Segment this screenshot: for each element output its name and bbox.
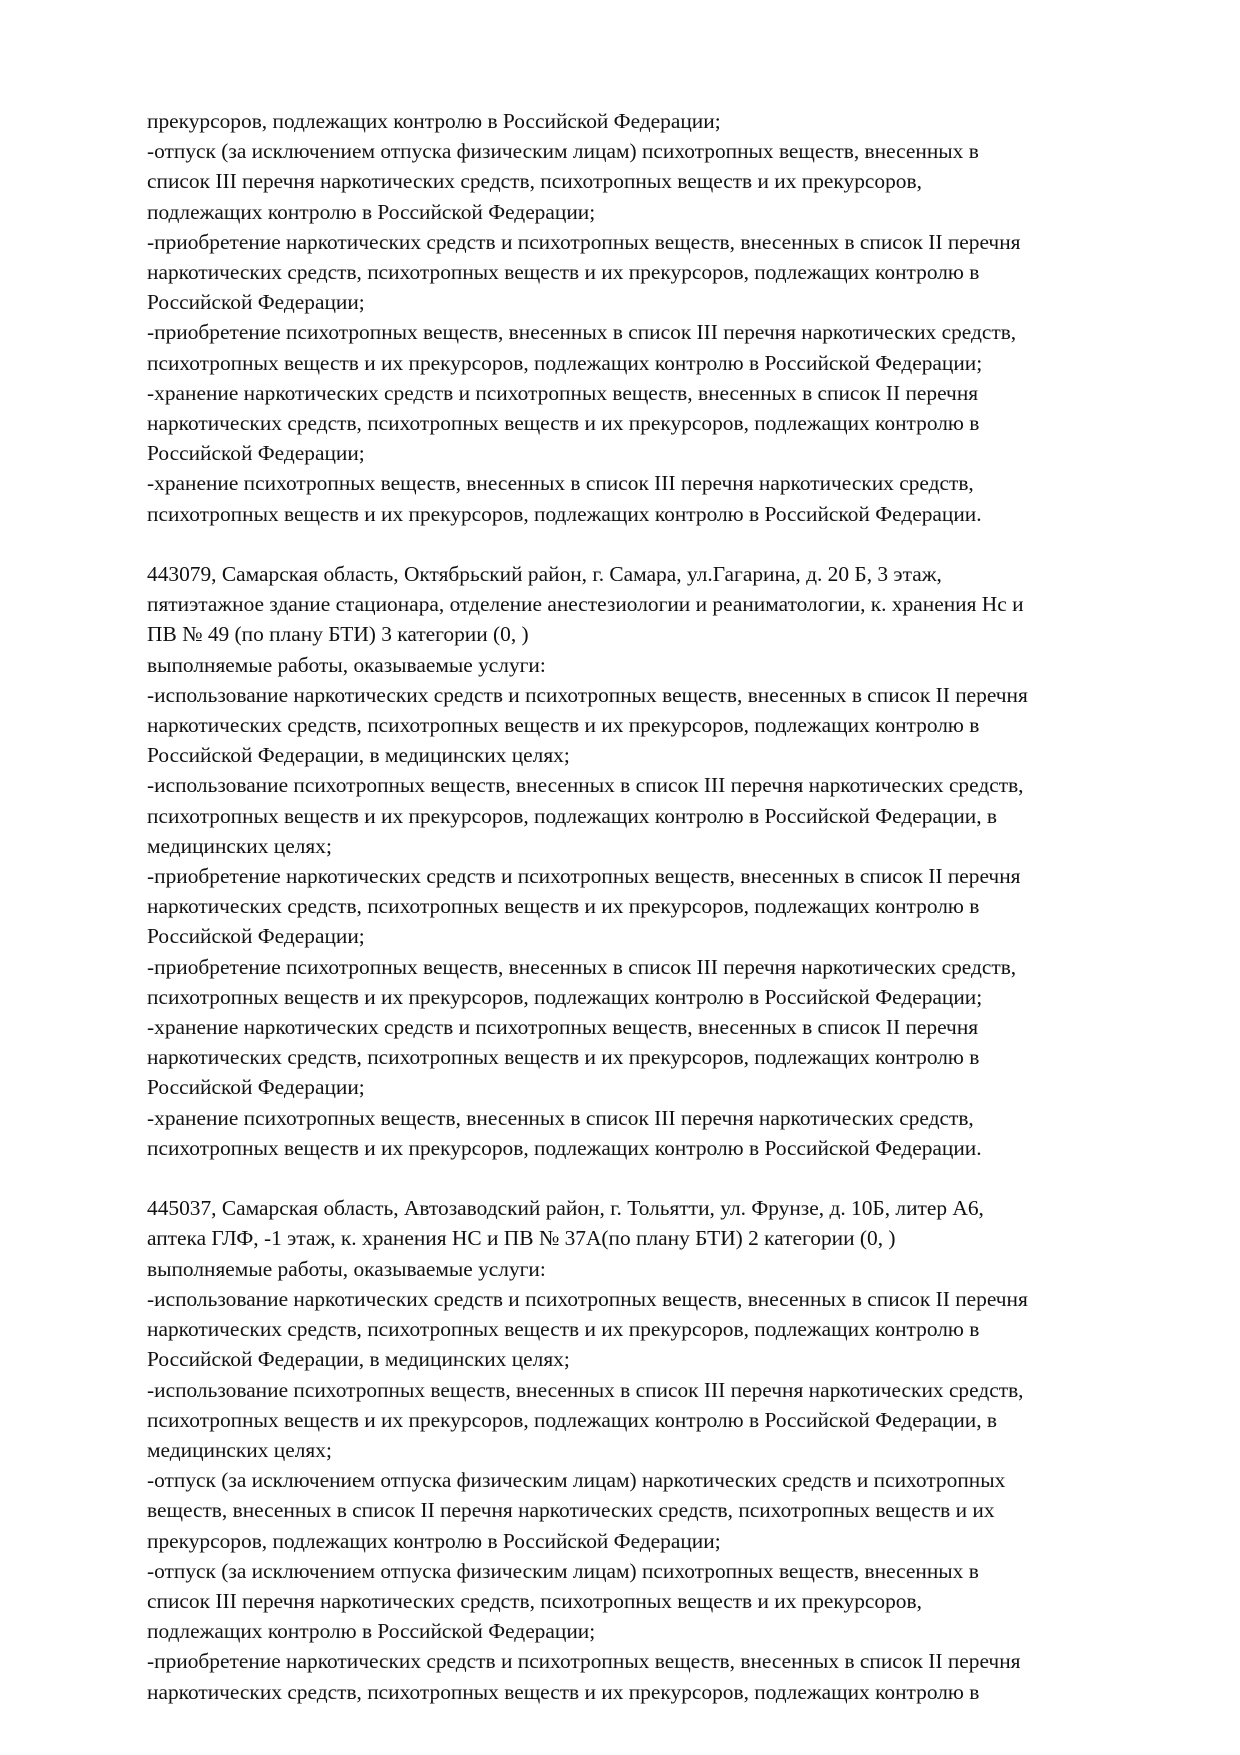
text-line: -хранение психотропных веществ, внесенных в список III перечня наркотических средств, — [147, 1105, 974, 1130]
text-line: -отпуск (за исключением отпуска физическим лицам) психотропных веществ, внесенных в — [147, 139, 979, 164]
text-line: психотропных веществ и их прекурсоров, подлежащих контролю в Российской Федерации. — [147, 1135, 982, 1160]
text-line: ПВ № 49 (по плану БТИ) 3 категории (0, ) — [147, 622, 529, 647]
text-line: Российской Федерации; — [147, 924, 365, 949]
paragraph-spacer — [147, 529, 1187, 559]
text-line: подлежащих контролю в Российской Федерации; — [147, 199, 596, 224]
text-line: -отпуск (за исключением отпуска физическим лицам) наркотических средств и психотропных — [147, 1468, 1006, 1493]
text-line: психотропных веществ и их прекурсоров, подлежащих контролю в Российской Федерации; — [147, 350, 983, 375]
text-line: психотропных веществ и их прекурсоров, подлежащих контролю в Российской Федерации; — [147, 984, 983, 1009]
text-line: аптека ГЛФ, -1 этаж, к. хранения НС и ПВ № 37А(по плану БТИ) 2 категории (0, ) — [147, 1226, 896, 1251]
text-line: Российской Федерации; — [147, 290, 365, 315]
text-line: веществ, внесенных в список II перечня наркотических средств, психотропных веществ и их — [147, 1498, 995, 1523]
text-line: Российской Федерации, в медицинских целях; — [147, 743, 570, 768]
text-line: -хранение наркотических средств и психотропных веществ, внесенных в список II перечня — [147, 1015, 979, 1040]
text-line: -хранение наркотических средств и психотропных веществ, внесенных в список II перечня — [147, 380, 979, 405]
text-line: -использование психотропных веществ, внесенных в список III перечня наркотических средств, — [147, 1377, 1024, 1402]
text-line: -использование наркотических средств и психотропных веществ, внесенных в список II перечня — [147, 1286, 1028, 1311]
text-line: наркотических средств, психотропных веществ и их прекурсоров, подлежащих контролю в — [147, 894, 980, 919]
paragraph-spacer — [147, 1163, 1187, 1193]
text-line: пятиэтажное здание стационара, отделение анестезиологии и реаниматологии, к. хранения Нс и — [147, 592, 1024, 617]
text-line: Российской Федерации; — [147, 1075, 365, 1100]
text-line: список III перечня наркотических средств, психотропных веществ и их прекурсоров, — [147, 1588, 922, 1613]
text-line: Российской Федерации, в медицинских целях; — [147, 1347, 570, 1372]
text-line: -приобретение наркотических средств и психотропных веществ, внесенных в список II перечня — [147, 864, 1021, 889]
text-line: прекурсоров, подлежащих контролю в Российской Федерации; — [147, 109, 721, 133]
text-line: прекурсоров, подлежащих контролю в Российской Федерации; — [147, 1528, 721, 1553]
text-line: медицинских целях; — [147, 833, 332, 858]
text-line: подлежащих контролю в Российской Федерации; — [147, 1619, 596, 1644]
text-line: -хранение психотропных веществ, внесенных в список III перечня наркотических средств, — [147, 471, 974, 496]
text-line: -приобретение психотропных веществ, внесенных в список III перечня наркотических средств, — [147, 320, 1017, 345]
text-line: -использование психотропных веществ, внесенных в список III перечня наркотических средств, — [147, 773, 1024, 798]
text-line: -использование наркотических средств и психотропных веществ, внесенных в список II перечня — [147, 682, 1028, 707]
text-line: психотропных веществ и их прекурсоров, подлежащих контролю в Российской Федерации, в — [147, 1407, 998, 1432]
text-line: наркотических средств, психотропных веществ и их прекурсоров, подлежащих контролю в — [147, 411, 980, 436]
text-line: выполняемые работы, оказываемые услуги: — [147, 1256, 546, 1281]
text-line: выполняемые работы, оказываемые услуги: — [147, 652, 546, 677]
text-line: -приобретение наркотических средств и психотропных веществ, внесенных в список II перечня — [147, 229, 1021, 254]
text-line: психотропных веществ и их прекурсоров, подлежащих контролю в Российской Федерации, в — [147, 803, 998, 828]
text-line: наркотических средств, психотропных веществ и их прекурсоров, подлежащих контролю в — [147, 713, 980, 738]
text-line: наркотических средств, психотропных веществ и их прекурсоров, подлежащих контролю в — [147, 1317, 980, 1342]
text-line: психотропных веществ и их прекурсоров, подлежащих контролю в Российской Федерации. — [147, 501, 982, 526]
text-line: Российской Федерации; — [147, 441, 365, 466]
text-line: 445037, Самарская область, Автозаводский район, г. Тольятти, ул. Фрунзе, д. 10Б, литер А6, — [147, 1196, 984, 1221]
text-line: -отпуск (за исключением отпуска физическим лицам) психотропных веществ, внесенных в — [147, 1558, 979, 1583]
text-line: наркотических средств, психотропных веществ и их прекурсоров, подлежащих контролю в — [147, 1045, 980, 1070]
text-line: -приобретение наркотических средств и психотропных веществ, внесенных в список II перечня — [147, 1649, 1021, 1674]
text-line: 443079, Самарская область, Октябрьский район, г. Самара, ул.Гагарина, д. 20 Б, 3 этаж, — [147, 562, 942, 587]
text-line: медицинских целях; — [147, 1437, 332, 1462]
text-line: наркотических средств, психотропных веществ и их прекурсоров, подлежащих контролю в — [147, 1679, 980, 1704]
text-line: наркотических средств, психотропных веществ и их прекурсоров, подлежащих контролю в — [147, 260, 980, 285]
text-line: список III перечня наркотических средств, психотропных веществ и их прекурсоров, — [147, 169, 922, 194]
document-page — [147, 106, 1187, 1707]
text-line: -приобретение психотропных веществ, внесенных в список III перечня наркотических средств, — [147, 954, 1017, 979]
